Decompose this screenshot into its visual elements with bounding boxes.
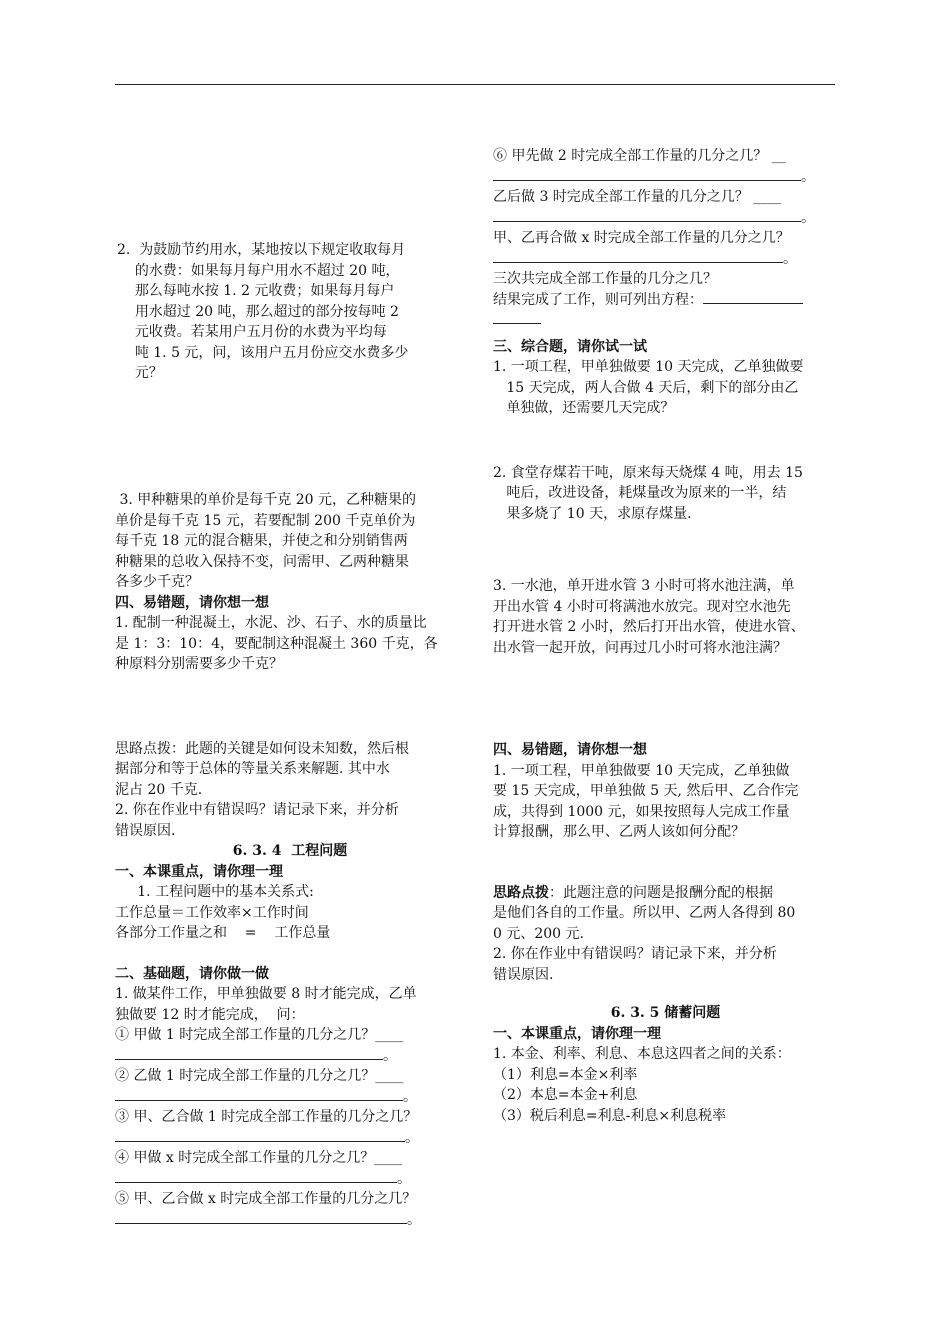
text-line: 的水费：如果每月每户用水不超过 20 吨， xyxy=(117,262,400,279)
review-question xyxy=(493,944,838,985)
hint-text: ：此题注意的问题是报酬分配的根据 xyxy=(549,884,773,901)
text-line: 据部分和等于总体的等量关系来解题. 其中水 xyxy=(115,761,390,777)
sub-question-6c: 甲、乙再合做 x 时完成全部工作量的几分之几？ xyxy=(493,230,790,246)
text-line: 单价是每千克 15 元，若要配制 200 千克单价为 xyxy=(115,512,416,529)
text-line: 出水管一起开放，问再过几小时可将水池注满？ xyxy=(493,639,787,656)
answer-line xyxy=(115,1046,465,1067)
period: 。 xyxy=(405,1129,419,1146)
hint-paragraph xyxy=(115,739,465,801)
text-line: 1. 一项工程，甲单独做要 10 天完成，乙单独做要 xyxy=(493,359,804,375)
sub-question-6d: 三次共完成全部工作量的几分之几？ xyxy=(493,271,717,287)
text-line: 种糖果的总收入保持不变，问需甲、乙两种糖果 xyxy=(115,553,409,570)
section-title: 三、综合题，请你试一试 xyxy=(493,338,647,355)
text-line: 1. 做某件工作，甲单独做要 8 时才能完成，乙单 xyxy=(115,986,417,1002)
error-problem-1 xyxy=(493,761,838,843)
sub-question-3: ③ 甲、乙合做 1 时完成全部工作量的几分之几？ xyxy=(115,1109,418,1125)
sub-question-2: ② 乙做 1 时完成全部工作量的几分之几？____ xyxy=(115,1068,404,1084)
text-line xyxy=(493,883,838,904)
answer-blank[interactable] xyxy=(115,1046,383,1060)
text-line: 独做要 12 时才能完成， 问： xyxy=(115,1006,305,1023)
text-line: 2. 为鼓励节约用水，某地按以下规定收取每月 xyxy=(117,242,406,258)
problem-3 xyxy=(115,490,465,593)
text-line: 成，共得到 1000 元，如果按照每人完成工作量 xyxy=(493,803,790,820)
answer-line xyxy=(115,1128,465,1149)
text-line: 1. 配制一种混凝土，水泥、沙、石子、水的质量比 xyxy=(115,615,427,631)
text-line: 0 元、200 元. xyxy=(493,925,584,942)
lesson-title: 6. 3. 4 工程问题 xyxy=(232,843,348,859)
text-line: 用水超过 20 吨，那么超过的部分按每吨 2 xyxy=(117,303,399,320)
period: 。 xyxy=(801,168,815,185)
review-question xyxy=(115,800,465,841)
problem-2 xyxy=(117,240,467,384)
hint-label: 思路点拨 xyxy=(493,884,549,901)
answer-blank[interactable] xyxy=(493,167,801,181)
answer-line xyxy=(493,208,838,229)
sub-question-4: ④ 甲做 x 时完成全部工作量的几分之几？____ xyxy=(115,1150,403,1166)
sub-question-6: ⑥ 甲先做 2 时完成全部工作量的几分之几？ __ xyxy=(493,148,786,164)
comprehensive-problem-3 xyxy=(493,576,838,658)
text-line: 种原料分别需要多少千克？ xyxy=(115,656,283,672)
section-title: 四、易错题，请你想一想 xyxy=(115,594,269,611)
answer-line xyxy=(493,249,838,270)
text-line: 打开进水管 2 小时，然后打开出水管，使进水管、 xyxy=(493,619,805,635)
error-problem-1 xyxy=(115,613,465,675)
lesson-title: 6. 3. 5 储蓄问题 xyxy=(610,1005,721,1021)
formula: （2）本息=本金+利息 xyxy=(493,1087,638,1103)
formula: 工作总量＝工作效率×工作时间 xyxy=(115,904,309,921)
equation-label: 结果完成了工作，则可列出方程： xyxy=(493,291,703,308)
text-line: 3. 一水池，单开进水管 3 小时可将水池注满，单 xyxy=(493,578,795,594)
text-line: 2. 你在作业中有错误吗？请记录下来，并分析 xyxy=(493,946,777,962)
answer-line xyxy=(115,1087,465,1108)
text-line: 错误原因. xyxy=(493,966,554,983)
period: 。 xyxy=(397,1170,411,1187)
period: 。 xyxy=(383,1047,397,1064)
answer-blank[interactable] xyxy=(493,208,801,222)
section-title: 一、本课重点，请你理一理 xyxy=(115,863,283,880)
equation-blank[interactable] xyxy=(703,290,803,304)
text-line: 是 1：3：10：4，要配制这种混凝土 360 千克，各 xyxy=(115,635,438,652)
text-line: 单独做，还需要几天完成？ xyxy=(493,400,675,416)
text-line: 15 天完成，两人合做 4 天后，剩下的部分由乙 xyxy=(493,379,799,396)
text-line: 1. 本金、利率、利息、本息这四者之间的关系： xyxy=(493,1046,791,1062)
text-line: 1. 一项工程，甲单独做要 10 天完成，乙单独做 xyxy=(493,762,790,779)
text-line: 2. 食堂存煤若干吨，原来每天烧煤 4 吨，用去 15 xyxy=(493,464,803,481)
header-rule xyxy=(115,84,835,85)
period: 。 xyxy=(801,209,815,226)
text-line: 思路点拨：此题的关键是如何设未知数，然后根 xyxy=(115,740,409,757)
text-line: 3. 甲种糖果的单价是每千克 20 元，乙种糖果的 xyxy=(115,492,416,508)
answer-line xyxy=(115,1169,465,1190)
formula: （1）利息=本金×利率 xyxy=(493,1066,638,1083)
hint-paragraph xyxy=(493,883,838,945)
text-line: 果多烧了 10 天，求原存煤量. xyxy=(493,505,692,522)
left-column-lower xyxy=(115,490,465,1230)
answer-blank[interactable] xyxy=(115,1210,407,1224)
section-title: 四、易错题，请你想一想 xyxy=(493,742,647,758)
period: 。 xyxy=(403,1088,417,1105)
sub-question-6b: 乙后做 3 时完成全部工作量的几分之几？ ____ xyxy=(493,189,782,205)
equation-prompt xyxy=(493,290,838,311)
answer-blank[interactable] xyxy=(115,1087,403,1101)
text-line: 各多少千克？ xyxy=(115,574,199,590)
right-column xyxy=(493,146,838,1126)
formula: （3）税后利息=利息-利息×利息税率 xyxy=(493,1107,727,1124)
text-line: 错误原因. xyxy=(115,822,176,839)
text-line: 每千克 18 元的混合糖果，并使之和分别销售两 xyxy=(115,533,408,549)
period: 。 xyxy=(783,250,797,267)
sub-question-1: ① 甲做 1 时完成全部工作量的几分之几？____ xyxy=(115,1027,404,1043)
sub-question-5: ⑤ 甲、乙合做 x 时完成全部工作量的几分之几？ xyxy=(115,1191,417,1207)
period: 。 xyxy=(407,1211,421,1228)
text-line: 2. 你在作业中有错误吗？请记录下来，并分析 xyxy=(115,802,399,818)
comprehensive-problem-2 xyxy=(493,463,838,525)
answer-blank[interactable] xyxy=(115,1128,405,1142)
left-column xyxy=(117,240,467,384)
text-line: 计算报酬，那么甲、乙两人该如何分配？ xyxy=(493,824,745,840)
equation-blank-cont[interactable] xyxy=(493,310,541,324)
text-line: 吨 1. 5 元，问，该用户五月份应交水费多少 xyxy=(117,344,409,361)
answer-blank[interactable] xyxy=(115,1169,397,1183)
answer-line xyxy=(493,310,838,331)
answer-line xyxy=(493,167,838,188)
text-line: 要 15 天完成，甲单独做 5 天, 然后甲、乙合作完 xyxy=(493,783,799,799)
text-line: 泥占 20 千克. xyxy=(115,781,203,798)
text-line: 开出水管 4 小时可将满池水放完。现对空水池先 xyxy=(493,598,791,615)
answer-line xyxy=(115,1210,465,1231)
answer-blank[interactable] xyxy=(493,249,783,263)
text-line: 吨后，改进设备，耗煤量改为原来的一半，结 xyxy=(493,485,787,501)
text-line: 1. 工程问题中的基本关系式: xyxy=(115,884,314,900)
text-line: 是他们各自的工作量。所以甲、乙两人各得到 80 xyxy=(493,905,796,921)
text-line: 元？ xyxy=(117,365,163,381)
formula: 各部分工作量之和 = 工作总量 xyxy=(115,925,331,941)
section-title: 二、基础题，请你做一做 xyxy=(115,965,269,982)
text-line: 元收费。若某用户五月份的水费为平均每 xyxy=(117,324,387,340)
text-line: 那么每吨水按 1. 2 元收费；如果每月每户 xyxy=(117,283,395,299)
comprehensive-problem-1 xyxy=(493,357,838,419)
section-title: 一、本课重点，请你理一理 xyxy=(493,1025,661,1042)
